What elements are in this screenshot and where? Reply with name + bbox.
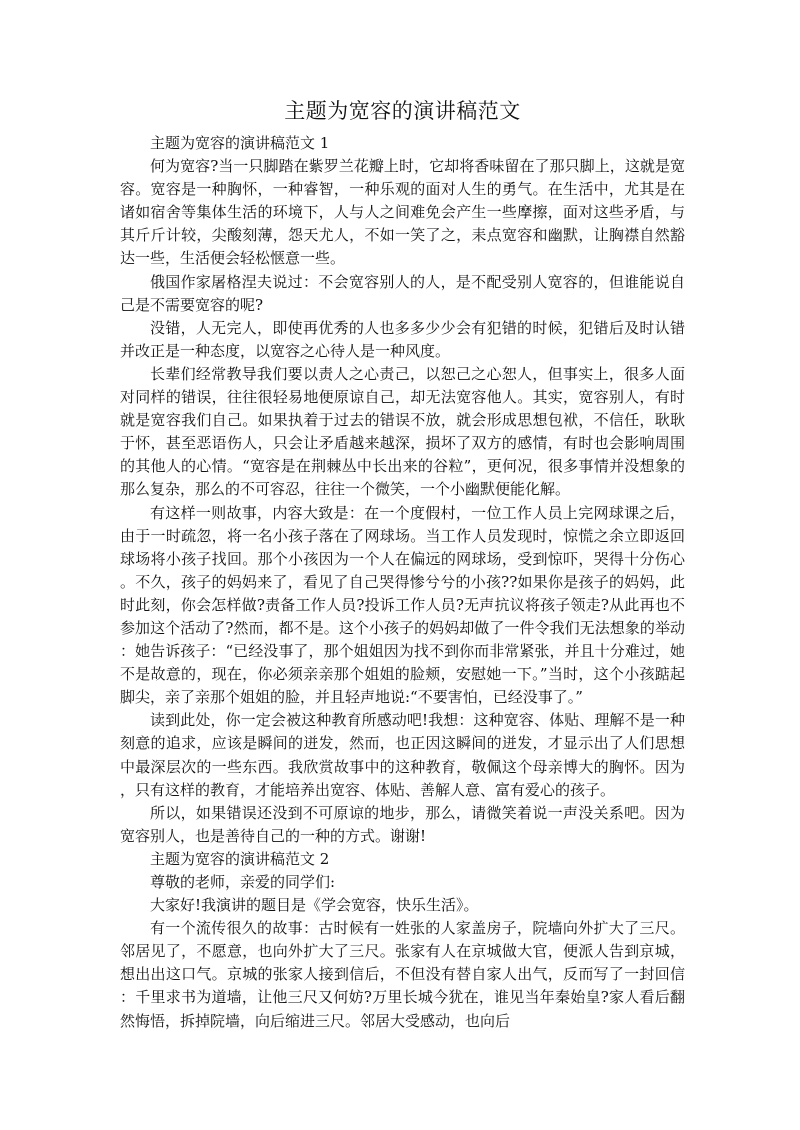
paragraph: 长辈们经常教导我们要以责人之心责己，以恕己之心恕人，但事实上，很多人面对同样的错误，往往很轻易地便原谅自己，却无法宽容他人。其实，宽容别人，有时就是宽容我们自己。如果执着于过去的错误不放，就会形成思想包袱，不信任，耿耿于怀，甚至恶语伤人，只会让矛盾越来越深，损坏了双方的感情，有时也会影响周围的其他人的心情。“宽容是在荆棘丛中长出来的谷粒”，更何况，很多事情并没想象的那么复杂，那么的不可容忍，往往一个微笑，一个小幽默便能化解。 bbox=[120, 364, 685, 499]
section-heading-1: 主题为宽容的演讲稿范文 1 bbox=[150, 134, 330, 152]
paragraph: 大家好!我演讲的题目是《学会宽容，快乐生活》。 bbox=[150, 896, 479, 915]
paragraph: 没错，人无完人，即使再优秀的人也多多少少会有犯错的时候，犯错后及时认错并改正是一种态度，以宽容之心待人是一种风度。 bbox=[120, 318, 685, 360]
document-title: 主题为宽容的演讲稿范文 bbox=[284, 99, 521, 123]
paragraph: 尊敬的老师，亲爱的同学们: bbox=[150, 873, 336, 891]
document-page bbox=[120, 96, 685, 1033]
paragraph: 有一个流传很久的故事：古时候有一姓张的人家盖房子，院墙向外扩大了三尺。邻居见了，不愿意，也向外扩大了三尺。张家有人在京城做大官，便派人告到京城，想出出这口气。京城的张家人接到信后，不但没有替自家人出气，反而写了一封回信：千里求书为道墙，让他三尺又何妨?万里长城今犹在，谁见当年秦始皇?家人看后翻然悔悟，拆掉院墙，向后缩进三尺。邻居大受感动，也向后 bbox=[120, 919, 685, 1030]
paragraph: 何为宽容?当一只脚踏在紫罗兰花瓣上时，它却将香味留在了那只脚上，这就是宽容。宽容是一种胸怀，一种睿智，一种乐观的面对人生的勇气。在生活中，尤其是在诸如宿舍等集体生活的环境下，人与人之间难免会产生一些摩擦，面对这些矛盾，与其斤斤计较，尖酸刻薄，怨天尤人，不如一笑了之，耒点宽容和幽默，让胸襟自然豁达一些，生活便会轻松惬意一些。 bbox=[120, 157, 685, 268]
paragraph: 读到此处，你一定会被这种教育所感动吧!我想：这种宽容、体贴、理解不是一种刻意的追求，应该是瞬间的迸发，然而，也正因这瞬间的迸发，才显示出了人们思想中最深层次的一些东西。我欣赏故事中的这种教育，敬佩这个母亲博大的胸怀。因为，只有这样的教育，才能培养出宽容、体贴、善解人意、富有爱心的孩子。 bbox=[120, 711, 685, 799]
paragraph: 俄国作家屠格涅夫说过：不会宽容别人的人，是不配受别人宽容的，但谁能说自己是不需要宽容的呢? bbox=[120, 272, 685, 314]
paragraph: 有这样一则故事，内容大致是：在一个度假村，一位工作人员上完网球课之后，由于一时疏忽，将一名小孩子落在了网球场。当工作人员发现时，惊慌之余立即返回球场将小孩子找回。那个小孩因为一个人在偏远的网球场，受到惊吓，哭得十分伤心。不久，孩子的妈妈来了，看见了自己哭得惨兮兮的小孩??如果你是孩子的妈妈，此时此刻，你会怎样做?责备工作人员?投诉工作人员?无声抗议将孩子领走?从此再也不参加这个活动了?然而，都不是。这个小孩子的妈妈却做了一件令我们无法想象的举动：她告诉孩子：“已经没事了，那个姐姐因为找不到你而非常紧张，并且十分难过，她不是故意的，现在，你必须亲亲那个姐姐的脸颊，安慰她一下。”当时，这个小孩踮起脚尖，亲了亲那个姐姐的脸，并且轻声地说:“不要害怕，已经没事了。” bbox=[120, 503, 685, 707]
section-heading-2: 主题为宽容的演讲稿范文 2 bbox=[150, 849, 330, 868]
paragraph: 所以，如果错误还没到不可原谅的地步，那么，请微笑着说一声没关系吧。因为宽容别人，也是善待自己的一种的方式。谢谢! bbox=[120, 803, 685, 845]
